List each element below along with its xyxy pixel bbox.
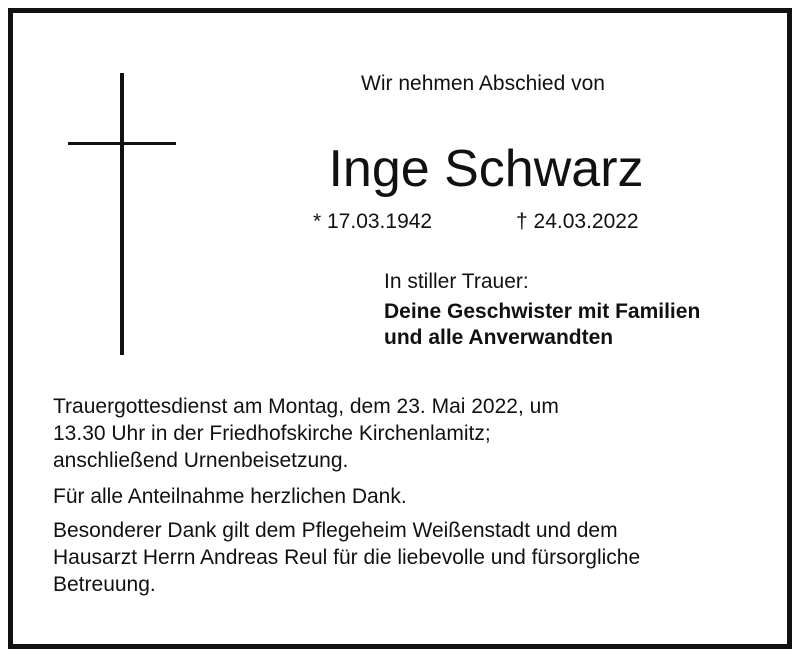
death-date: † 24.03.2022 (516, 210, 639, 233)
cross-vertical-bar (120, 73, 124, 355)
service-line: anschließend Urnenbeisetzung. (53, 449, 349, 472)
special-thanks-line: Besonderer Dank gilt dem Pflegeheim Weißenstadt und dem (53, 519, 618, 542)
service-line: Trauergottesdienst am Montag, dem 23. Mai 2022, um (53, 395, 559, 418)
general-thanks: Für alle Anteilnahme herzlichen Dank. (53, 485, 407, 508)
special-thanks-line: Hausarzt Herrn Andreas Reul für die liebevolle und fürsorgliche (53, 546, 641, 569)
mourners-list (384, 299, 784, 351)
special-thanks-line: Betreuung. (53, 573, 156, 596)
special-thanks (53, 517, 753, 598)
cross-horizontal-bar (68, 142, 176, 145)
obituary-intro: Wir nehmen Abschied von (361, 72, 605, 95)
birth-date: * 17.03.1942 (313, 210, 433, 233)
cross-icon (68, 73, 178, 355)
service-line: 13.30 Uhr in der Friedhofskirche Kirchenlamitz; (53, 422, 491, 445)
mourners-line: Deine Geschwister mit Familien (384, 300, 701, 323)
mourners-line: und alle Anverwandten (384, 326, 614, 349)
service-details (53, 393, 763, 474)
mourning-label: In stiller Trauer: (384, 270, 529, 293)
deceased-name: Inge Schwarz (328, 140, 644, 198)
obituary-frame (8, 8, 792, 649)
